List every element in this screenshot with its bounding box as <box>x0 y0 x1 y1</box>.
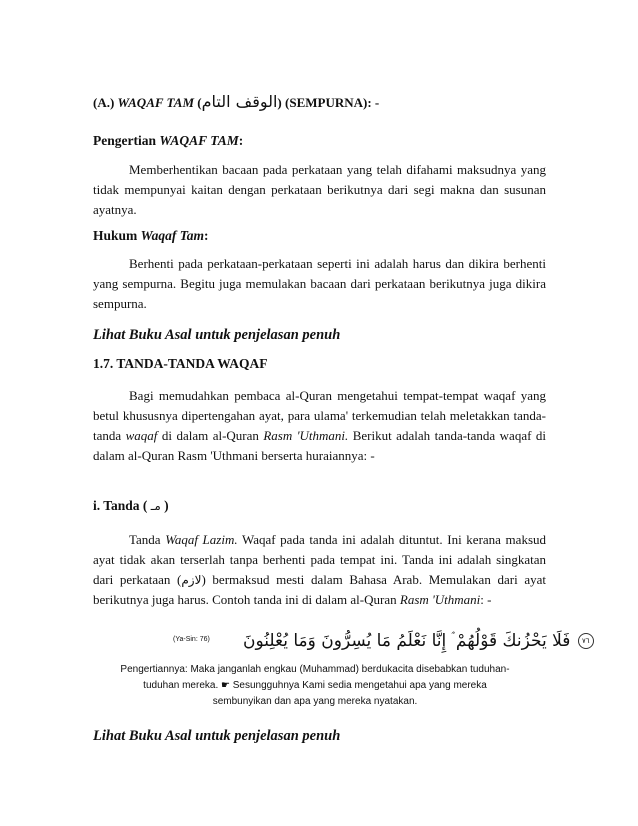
tanda-mim-heading: i. Tanda ( مـ ) <box>93 498 169 513</box>
lihat-buku-asal-link-1[interactable]: Lihat Buku Asal untuk penjelasan penuh <box>93 327 341 343</box>
verse-reference: (Ya-Sin: 76) <box>173 636 210 643</box>
arabic-mim-sign: مـ <box>150 499 161 513</box>
document-page <box>93 92 590 746</box>
section-a-heading: (A.) WAQAF TAM (الوقف التام) (SEMPURNA): - <box>93 92 380 111</box>
pengertian-body: Memberhentikan bacaan pada perkataan yang telah difahami maksudnya yang tidak mempunyai kaitan dengan perkataan berikutnya dari segi makna dan susunan ayatnya. <box>93 162 546 217</box>
pengertian-heading: Pengertian WAQAF TAM: <box>93 133 244 148</box>
tanda-tanda-waqaf-body: Bagi memudahkan pembaca al-Quran mengetahui tempat-tempat waqaf yang betul khususnya dipertengahan ayat, para ulama' terkemudian telah meletakkan tanda-tanda waqaf di dalam al-Quran Rasm 'Uthmani. Berikut adalah tanda-tanda waqaf di dalam al-Quran Rasm 'Uthmani berserta huraiannya: - <box>93 388 546 463</box>
tanda-mim-body: Tanda Waqaf Lazim. Waqaf pada tanda ini adalah dituntut. Ini kerana maksud ayat tidak akan terserlah tanpa berhenti pada tempat ini. Tanda ini adalah singkatan dari perkataan (لازم) bermaksud mesti dalam Bahasa Arab. Memulakan dari ayat berikutnya juga harus. Contoh tanda ini di dalam al-Quran Rasm 'Uthmani: - <box>93 532 546 607</box>
verse-translation: Pengertiannya: Maka janganlah engkau (Muhammad) berdukacita disebabkan tuduhan-tuduhan mereka. ☛ Sesungguhnya Kami sedia mengetahui apa yang mereka sembunyikan dan apa yang mereka nyatakan. <box>120 664 510 707</box>
hukum-body: Berhenti pada perkataan-perkataan seperti ini adalah harus dan dikira berhenti yang sempurna. Begitu juga memulakan bacaan dari perkataan berikutnya juga dikira sempurna. <box>93 256 546 311</box>
hukum-heading: Hukum Waqaf Tam: <box>93 228 209 243</box>
quran-verse <box>93 628 590 658</box>
arabic-lazim: لازم <box>181 573 202 587</box>
arabic-waqaf-tam: الوقف التام <box>201 92 278 111</box>
tanda-tanda-waqaf-heading: 1.7. TANDA-TANDA WAQAF <box>93 356 268 371</box>
ayah-number-badge: ٧٦ <box>578 633 594 649</box>
lihat-buku-asal-link-2[interactable]: Lihat Buku Asal untuk penjelasan penuh <box>93 728 341 744</box>
verse-arabic-text: ٧٦ فَلَا يَحْزُنكَ قَوْلُهُمْ ۘ إِنَّا نَعْلَمُ مَا يُسِرُّونَ وَمَا يُعْلِنُونَ <box>243 628 594 654</box>
